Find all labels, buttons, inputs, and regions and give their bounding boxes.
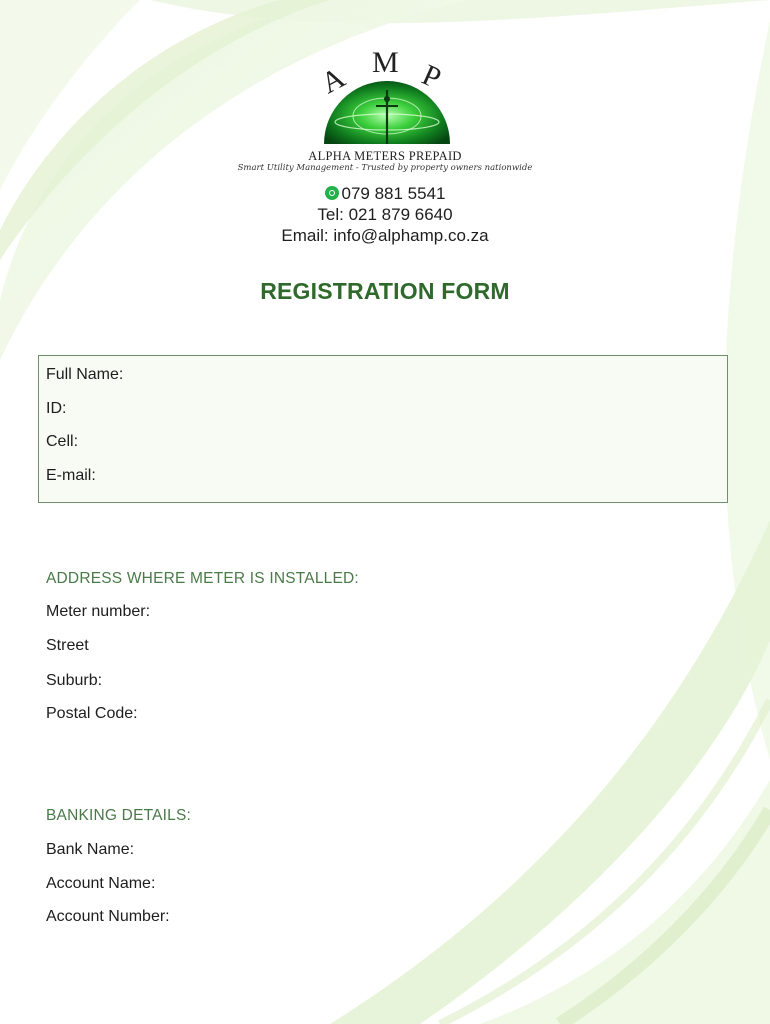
- personal-details-box: [38, 355, 728, 503]
- email-address: Email: info@alphamp.co.za: [281, 226, 489, 245]
- amp-logo: [312, 44, 462, 154]
- tagline: Smart Utility Management - Trusted by property owners nationwide: [237, 163, 533, 173]
- meter-number-label: Meter number:: [46, 603, 151, 620]
- account-number-label: Account Number:: [46, 908, 170, 925]
- bank-name-label: Bank Name:: [46, 841, 135, 858]
- street-label: Street: [46, 637, 89, 654]
- cell-label: Cell:: [46, 433, 79, 450]
- whatsapp-number: 079 881 5541: [341, 184, 446, 203]
- logo-letter-p: P: [417, 58, 446, 96]
- account-name-label: Account Name:: [46, 875, 156, 892]
- whatsapp-line: [0, 184, 770, 204]
- telephone: Tel: 021 879 6640: [317, 205, 453, 224]
- id-label: ID:: [46, 400, 67, 417]
- banking-heading: BANKING DETAILS:: [46, 807, 192, 824]
- postal-code-label: Postal Code:: [46, 705, 138, 722]
- form-title: REGISTRATION FORM: [260, 278, 510, 304]
- email-label: E-mail:: [46, 467, 96, 484]
- suburb-label: Suburb:: [46, 672, 103, 689]
- full-name-label: Full Name:: [46, 366, 124, 383]
- logo-letter-m: M: [372, 46, 399, 79]
- brand-name: ALPHA METERS PREPAID: [308, 149, 462, 163]
- address-heading: ADDRESS WHERE METER IS INSTALLED:: [46, 570, 359, 587]
- logo-letter-a: A: [315, 60, 351, 101]
- whatsapp-icon: [325, 186, 339, 200]
